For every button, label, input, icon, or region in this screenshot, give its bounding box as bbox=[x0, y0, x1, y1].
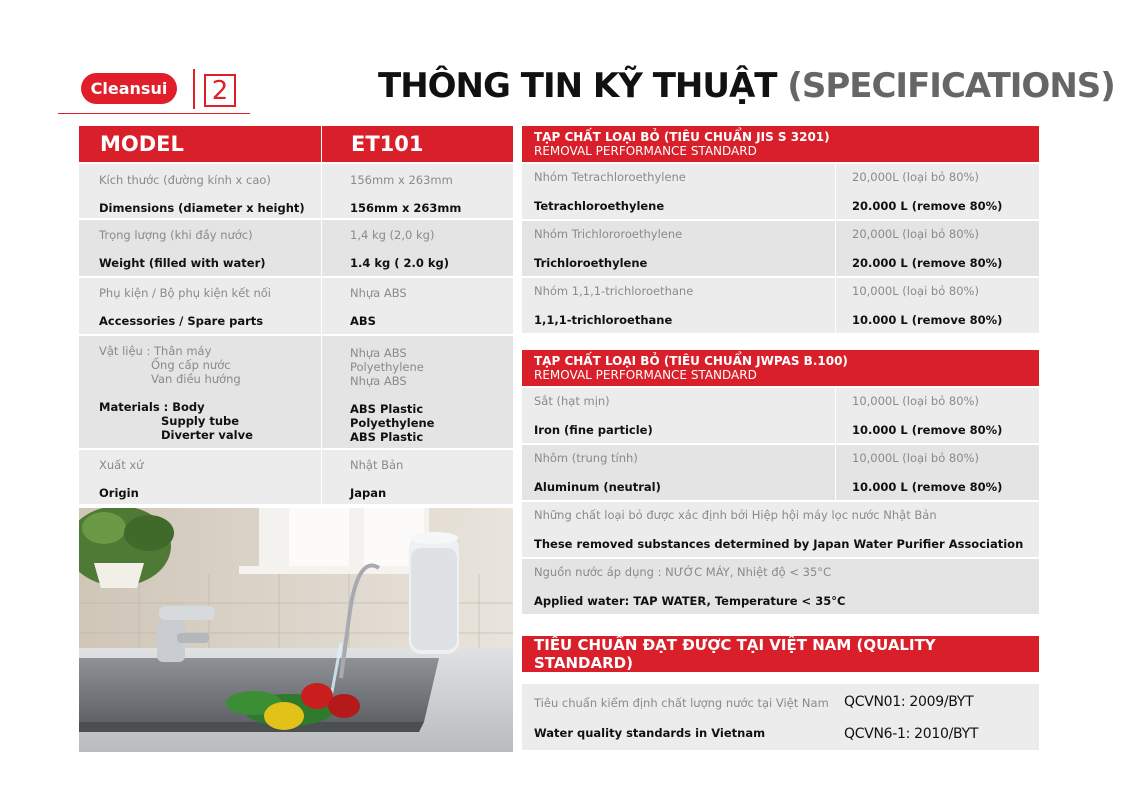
spec-row-weight bbox=[79, 220, 513, 276]
spec-label-vn: Phụ kiện / Bộ phụ kiện kết nối bbox=[99, 286, 271, 300]
substance-en: Tetrachloroethylene bbox=[534, 199, 665, 213]
capacity-vn: 20,000L (loại bỏ 80%) bbox=[852, 227, 979, 241]
spec-label-en: Weight (filled with water) bbox=[99, 256, 266, 270]
model-table-header bbox=[79, 126, 513, 162]
logo-underline bbox=[58, 113, 250, 114]
spec-value-vn: Nhựa ABS bbox=[350, 374, 407, 388]
spec-value-en: Japan bbox=[350, 486, 387, 500]
substance-en: 1,1,1-trichloroethane bbox=[534, 313, 673, 327]
spec-value-vn: 156mm x 263mm bbox=[350, 173, 453, 187]
capacity-en: 10.000 L (remove 80%) bbox=[852, 423, 1003, 437]
spec-value-vn: Nhật Bản bbox=[350, 458, 404, 472]
spec-value-vn: Nhựa ABS bbox=[350, 286, 407, 300]
model-spec-table bbox=[79, 126, 513, 504]
jis-removal-table bbox=[522, 126, 1039, 333]
jwpas-note bbox=[522, 502, 1039, 557]
quality-label-en: Water quality standards in Vietnam bbox=[534, 726, 766, 740]
spec-label-en: Accessories / Spare parts bbox=[99, 314, 264, 328]
spec-value-en: Polyethylene bbox=[350, 416, 435, 430]
jis-title-en: REMOVAL PERFORMANCE STANDARD bbox=[534, 144, 757, 158]
capacity-en: 20.000 L (remove 80%) bbox=[852, 199, 1003, 213]
spec-value-en: 156mm x 263mm bbox=[350, 201, 462, 215]
quality-value: QCVN6-1: 2010/BYT bbox=[844, 726, 979, 742]
jwpas-note bbox=[522, 559, 1039, 614]
substance-vn: Sắt (hạt mịn) bbox=[534, 394, 610, 408]
jis-row bbox=[522, 278, 1039, 333]
title-main: THÔNG TIN KỸ THUẬT bbox=[378, 66, 777, 106]
quality-value: QCVN01: 2009/BYT bbox=[844, 694, 974, 710]
spec-value-en: ABS Plastic bbox=[350, 402, 424, 416]
capacity-vn: 10,000L (loại bỏ 80%) bbox=[852, 451, 979, 465]
jwpas-title-en: REMOVAL PERFORMANCE STANDARD bbox=[534, 368, 757, 382]
logo-divider bbox=[193, 69, 195, 109]
substance-en: Iron (fine particle) bbox=[534, 423, 653, 437]
spec-label-en: Diverter valve bbox=[161, 428, 253, 442]
jwpas-row bbox=[522, 445, 1039, 500]
quality-label-vn: Tiêu chuẩn kiểm định chất lượng nước tại Việt Nam bbox=[534, 696, 829, 710]
model-header-label: MODEL bbox=[79, 126, 322, 162]
substance-en: Aluminum (neutral) bbox=[534, 480, 661, 494]
capacity-vn: 10,000L (loại bỏ 80%) bbox=[852, 394, 979, 408]
section-number-badge bbox=[204, 74, 236, 107]
jis-title-vn: TẠP CHẤT LOẠI BỎ (TIÊU CHUẨN JIS S 3201) bbox=[534, 130, 830, 144]
spec-row-accessories bbox=[79, 278, 513, 334]
jis-row bbox=[522, 221, 1039, 276]
capacity-vn: 10,000L (loại bỏ 80%) bbox=[852, 284, 979, 298]
note-vn: Nguồn nước áp dụng : NƯỚC MÁY, Nhiệt độ < 35°C bbox=[534, 565, 832, 579]
spec-value-en: 1.4 kg ( 2.0 kg) bbox=[350, 256, 450, 270]
section-number: 2 bbox=[211, 75, 229, 106]
spec-value-vn: Nhựa ABS bbox=[350, 346, 407, 360]
page-title bbox=[378, 66, 1115, 106]
kitchen-product-photo bbox=[79, 508, 513, 752]
substance-vn: Nhóm 1,1,1-trichloroethane bbox=[534, 284, 694, 298]
capacity-en: 20.000 L (remove 80%) bbox=[852, 256, 1003, 270]
jwpas-title-vn: TẠP CHẤT LOẠI BỎ (TIÊU CHUẨN JWPAS B.100) bbox=[534, 354, 848, 368]
substance-vn: Nhôm (trung tính) bbox=[534, 451, 638, 465]
jis-row bbox=[522, 164, 1039, 219]
substance-vn: Nhóm Tetrachloroethylene bbox=[534, 170, 686, 184]
spec-value-vn: Polyethylene bbox=[350, 360, 424, 374]
quality-standard-table bbox=[522, 636, 1039, 750]
title-sub: (SPECIFICATIONS) bbox=[787, 66, 1115, 106]
note-vn: Những chất loại bỏ được xác định bởi Hiệp hội máy lọc nước Nhật Bản bbox=[534, 508, 937, 522]
jis-table-header bbox=[522, 126, 1039, 162]
jwpas-table-header bbox=[522, 350, 1039, 386]
spec-row-origin bbox=[79, 450, 513, 504]
spec-value-en: ABS bbox=[350, 314, 376, 328]
quality-header: TIÊU CHUẨN ĐẠT ĐƯỢC TẠI VIỆT NAM (QUALITY STANDARD) bbox=[522, 636, 1039, 672]
spec-label-vn: Van điều hướng bbox=[151, 372, 241, 386]
spec-label-en: Dimensions (diameter x height) bbox=[99, 201, 305, 215]
cleansui-logo bbox=[81, 73, 177, 104]
spec-label-en: Origin bbox=[99, 486, 139, 500]
substance-vn: Nhóm Trichlororoethylene bbox=[534, 227, 683, 241]
spec-label-vn: Kích thước (đường kính x cao) bbox=[99, 173, 271, 187]
quality-row bbox=[522, 684, 1039, 750]
spec-value-en: ABS Plastic bbox=[350, 430, 424, 444]
note-en: Applied water: TAP WATER, Temperature < 35°C bbox=[534, 594, 846, 608]
spec-row-materials bbox=[79, 336, 513, 448]
spec-value-vn: 1,4 kg (2,0 kg) bbox=[350, 228, 435, 242]
spec-label-en: Supply tube bbox=[161, 414, 240, 428]
spec-label-vn: Vật liệu : Thân máy bbox=[99, 344, 212, 358]
spec-label-en: Materials : Body bbox=[99, 400, 205, 414]
capacity-en: 10.000 L (remove 80%) bbox=[852, 313, 1003, 327]
capacity-vn: 20,000L (loại bỏ 80%) bbox=[852, 170, 979, 184]
jwpas-row bbox=[522, 388, 1039, 443]
spec-label-vn: Xuất xứ bbox=[99, 458, 144, 472]
note-en: These removed substances determined by Japan Water Purifier Association bbox=[534, 537, 1024, 551]
capacity-en: 10.000 L (remove 80%) bbox=[852, 480, 1003, 494]
model-header-value: ET101 bbox=[351, 132, 424, 156]
substance-en: Trichloroethylene bbox=[534, 256, 648, 270]
jwpas-removal-table bbox=[522, 350, 1039, 614]
logo-text: Cleansui bbox=[90, 79, 168, 98]
spec-label-vn: Ống cấp nước bbox=[151, 358, 231, 372]
spec-row-dimensions bbox=[79, 164, 513, 218]
spec-label-vn: Trọng lượng (khi đầy nước) bbox=[99, 228, 253, 242]
